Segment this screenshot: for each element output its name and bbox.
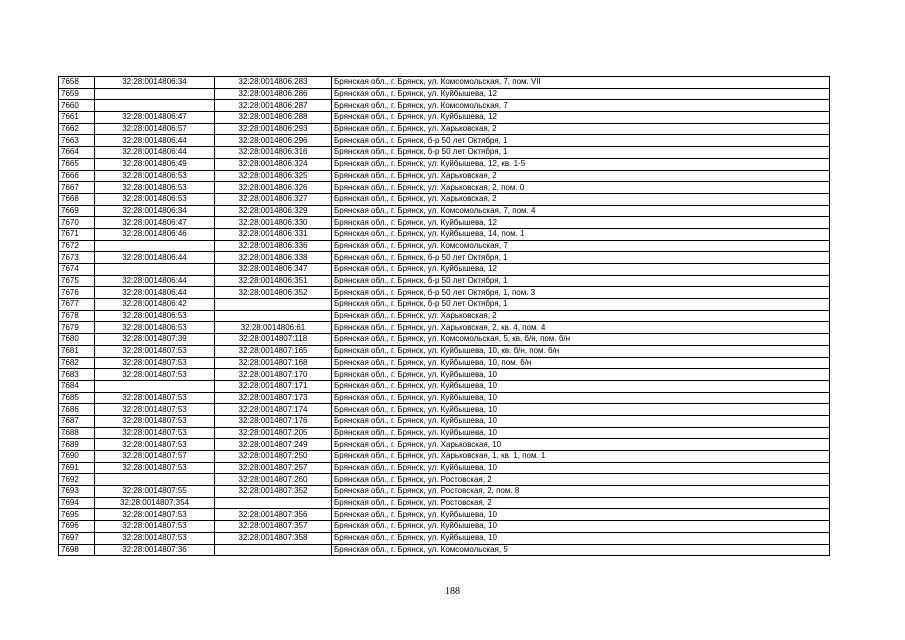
address-cell: Брянская обл., г. Брянск, ул. Куйбышева, 12 <box>332 88 830 100</box>
object-number-cell: 32:28:0014807:170 <box>215 369 332 381</box>
cadastral-number-cell: 32:28:0014806:42 <box>95 299 215 311</box>
object-number-cell: 32:28:0014807:257 <box>215 462 332 474</box>
object-number-cell <box>215 299 332 311</box>
cadastral-number-cell <box>95 264 215 276</box>
address-cell: Брянская обл., г. Брянск, ул. Куйбышева, 12 <box>332 217 830 229</box>
cadastral-number-cell: 32:28:0014807:53 <box>95 404 215 416</box>
address-cell: Брянская обл., г. Брянск, ул. Комсомольская, 7, пом. 4 <box>332 205 830 217</box>
cadastral-number-cell: 32:28:0014807:53 <box>95 462 215 474</box>
object-number-cell <box>215 544 332 556</box>
address-cell: Брянская обл., г. Брянск, ул. Харьковская, 2, кв. 4, пом. 4 <box>332 322 830 334</box>
cadastral-number-cell: 32:28:0014807:57 <box>95 451 215 463</box>
object-number-cell: 32:28:0014807:171 <box>215 380 332 392</box>
row-number-cell: 7663 <box>59 135 95 147</box>
object-number-cell: 32:28:0014806:325 <box>215 170 332 182</box>
object-number-cell: 32:28:0014807:260 <box>215 474 332 486</box>
cadastral-number-cell: 32:28:0014806:53 <box>95 322 215 334</box>
address-cell: Брянская обл., г. Брянск, ул. Куйбышева, 10 <box>332 380 830 392</box>
row-number-cell: 7697 <box>59 532 95 544</box>
cadastral-number-cell: 32:28:0014806:44 <box>95 135 215 147</box>
cadastral-number-cell: 32:28:0014806:53 <box>95 310 215 322</box>
object-number-cell: 32:28:0014807:205 <box>215 427 332 439</box>
row-number-cell: 7659 <box>59 88 95 100</box>
cadastral-number-cell: 32:28:0014807:36 <box>95 544 215 556</box>
table-row <box>59 532 830 544</box>
object-number-cell: 32:28:0014806:352 <box>215 287 332 299</box>
row-number-cell: 7676 <box>59 287 95 299</box>
address-cell: Брянская обл., г. Брянск, ул. Ростовская, 2 <box>332 497 830 509</box>
table-row <box>59 544 830 556</box>
object-number-cell: 32:28:0014807:356 <box>215 509 332 521</box>
row-number-cell: 7679 <box>59 322 95 334</box>
object-number-cell: 32:28:0014806:336 <box>215 240 332 252</box>
cadastral-number-cell: 32:28:0014807:53 <box>95 392 215 404</box>
address-cell: Брянская обл., г. Брянск, ул. Комсомольская, 7 <box>332 100 830 112</box>
cadastral-number-cell: 32:28:0014806:44 <box>95 252 215 264</box>
table-row <box>59 147 830 159</box>
cadastral-number-cell: 32:28:0014807:53 <box>95 369 215 381</box>
row-number-cell: 7680 <box>59 334 95 346</box>
object-number-cell: 32:28:0014806:330 <box>215 217 332 229</box>
address-cell: Брянская обл., г. Брянск, ул. Куйбышева, 12 <box>332 264 830 276</box>
table-row <box>59 334 830 346</box>
cadastral-number-cell: 32:28:0014807:53 <box>95 345 215 357</box>
object-number-cell: 32:28:0014807:168 <box>215 357 332 369</box>
table-row <box>59 240 830 252</box>
object-number-cell: 32:28:0014806:338 <box>215 252 332 264</box>
cadastral-table <box>58 76 830 556</box>
cadastral-number-cell: 32:28:0014807:53 <box>95 532 215 544</box>
row-number-cell: 7670 <box>59 217 95 229</box>
row-number-cell: 7658 <box>59 77 95 89</box>
table-row <box>59 509 830 521</box>
object-number-cell: 32:28:0014807:352 <box>215 486 332 498</box>
address-cell: Брянская обл., г. Брянск, ул. Ростовская, 2 <box>332 474 830 486</box>
table-row <box>59 123 830 135</box>
address-cell: Брянская обл., г. Брянск, ул. Куйбышева, 10 <box>332 369 830 381</box>
address-cell: Брянская обл., г. Брянск, ул. Куйбышева, 10 <box>332 509 830 521</box>
cadastral-number-cell: 32:28:0014806:46 <box>95 228 215 240</box>
cadastral-number-cell <box>95 100 215 112</box>
address-cell: Брянская обл., г. Брянск, ул. Куйбышева, 10 <box>332 427 830 439</box>
address-cell: Брянская обл., г. Брянск, б-р 50 лет Октября, 1 <box>332 135 830 147</box>
object-number-cell: 32:28:0014807:176 <box>215 415 332 427</box>
page-number: 188 <box>445 586 460 597</box>
table-row <box>59 474 830 486</box>
object-number-cell: 32:28:0014806:61 <box>215 322 332 334</box>
table-row <box>59 322 830 334</box>
object-number-cell: 32:28:0014806:329 <box>215 205 332 217</box>
cadastral-number-cell: 32:28:0014806:49 <box>95 158 215 170</box>
cadastral-number-cell <box>95 380 215 392</box>
table-row <box>59 404 830 416</box>
table-row <box>59 112 830 124</box>
row-number-cell: 7666 <box>59 170 95 182</box>
row-number-cell: 7677 <box>59 299 95 311</box>
object-number-cell: 32:28:0014806:286 <box>215 88 332 100</box>
cadastral-number-cell: 32:28:0014807:53 <box>95 427 215 439</box>
cadastral-number-cell: 32:28:0014807:53 <box>95 509 215 521</box>
cadastral-number-cell: 32:28:0014806:44 <box>95 275 215 287</box>
address-cell: Брянская обл., г. Брянск, б-р 50 лет Октября, 1, пом. 3 <box>332 287 830 299</box>
row-number-cell: 7675 <box>59 275 95 287</box>
table-row <box>59 205 830 217</box>
object-number-cell: 32:28:0014807:174 <box>215 404 332 416</box>
cadastral-number-cell: 32:28:0014806:57 <box>95 123 215 135</box>
table-row <box>59 88 830 100</box>
table-row <box>59 427 830 439</box>
object-number-cell: 32:28:0014806:326 <box>215 182 332 194</box>
table-row <box>59 380 830 392</box>
row-number-cell: 7682 <box>59 357 95 369</box>
row-number-cell: 7662 <box>59 123 95 135</box>
row-number-cell: 7685 <box>59 392 95 404</box>
object-number-cell: 32:28:0014806:331 <box>215 228 332 240</box>
table-row <box>59 170 830 182</box>
address-cell: Брянская обл., г. Брянск, ул. Куйбышева, 10 <box>332 521 830 533</box>
cadastral-number-cell: 32:28:0014807:354 <box>95 497 215 509</box>
table-row <box>59 135 830 147</box>
object-number-cell: 32:28:0014807:357 <box>215 521 332 533</box>
object-number-cell: 32:28:0014806:347 <box>215 264 332 276</box>
address-cell: Брянская обл., г. Брянск, ул. Харьковская, 1, кв. 1, пом. 1 <box>332 451 830 463</box>
row-number-cell: 7672 <box>59 240 95 252</box>
table-row <box>59 357 830 369</box>
row-number-cell: 7692 <box>59 474 95 486</box>
table-row <box>59 392 830 404</box>
cadastral-number-cell: 32:28:0014806:44 <box>95 147 215 159</box>
object-number-cell: 32:28:0014806:288 <box>215 112 332 124</box>
address-cell: Брянская обл., г. Брянск, б-р 50 лет Октября, 1 <box>332 299 830 311</box>
table-row <box>59 77 830 89</box>
row-number-cell: 7688 <box>59 427 95 439</box>
row-number-cell: 7665 <box>59 158 95 170</box>
address-cell: Брянская обл., г. Брянск, ул. Куйбышева, 10, кв. б/н, пом. б/н <box>332 345 830 357</box>
object-number-cell: 32:28:0014807:118 <box>215 334 332 346</box>
object-number-cell: 32:28:0014807:165 <box>215 345 332 357</box>
cadastral-number-cell: 32:28:0014807:53 <box>95 415 215 427</box>
object-number-cell: 32:28:0014807:358 <box>215 532 332 544</box>
cadastral-number-cell <box>95 474 215 486</box>
row-number-cell: 7671 <box>59 228 95 240</box>
address-cell: Брянская обл., г. Брянск, ул. Комсомольская, 7 <box>332 240 830 252</box>
cadastral-number-cell: 32:28:0014806:34 <box>95 77 215 89</box>
row-number-cell: 7669 <box>59 205 95 217</box>
table-row <box>59 299 830 311</box>
cadastral-number-cell: 32:28:0014807:39 <box>95 334 215 346</box>
table-row <box>59 287 830 299</box>
address-cell: Брянская обл., г. Брянск, ул. Куйбышева, 12, кв. 1-5 <box>332 158 830 170</box>
row-number-cell: 7681 <box>59 345 95 357</box>
table-row <box>59 451 830 463</box>
object-number-cell: 32:28:0014806:351 <box>215 275 332 287</box>
object-number-cell: 32:28:0014806:287 <box>215 100 332 112</box>
cadastral-number-cell: 32:28:0014806:44 <box>95 287 215 299</box>
table-row <box>59 264 830 276</box>
table-row <box>59 275 830 287</box>
address-cell: Брянская обл., г. Брянск, ул. Куйбышева, 10 <box>332 532 830 544</box>
cadastral-number-cell: 32:28:0014806:53 <box>95 182 215 194</box>
address-cell: Брянская обл., г. Брянск, ул. Харьковская, 2 <box>332 193 830 205</box>
address-cell: Брянская обл., г. Брянск, ул. Куйбышева, 10 <box>332 462 830 474</box>
table-row <box>59 228 830 240</box>
row-number-cell: 7686 <box>59 404 95 416</box>
table-row <box>59 486 830 498</box>
address-cell: Брянская обл., г. Брянск, ул. Комсомольская, 5 <box>332 544 830 556</box>
table-row <box>59 439 830 451</box>
table-row <box>59 462 830 474</box>
object-number-cell: 32:28:0014806:296 <box>215 135 332 147</box>
cadastral-number-cell: 32:28:0014807:55 <box>95 486 215 498</box>
row-number-cell: 7695 <box>59 509 95 521</box>
row-number-cell: 7673 <box>59 252 95 264</box>
address-cell: Брянская обл., г. Брянск, ул. Комсомольская, 5, кв. б/н, пом. б/н <box>332 334 830 346</box>
cadastral-number-cell: 32:28:0014807:53 <box>95 357 215 369</box>
object-number-cell <box>215 497 332 509</box>
cadastral-number-cell: 32:28:0014806:47 <box>95 217 215 229</box>
table-row <box>59 182 830 194</box>
address-cell: Брянская обл., г. Брянск, ул. Куйбышева, 10 <box>332 392 830 404</box>
table-row <box>59 217 830 229</box>
table-row <box>59 158 830 170</box>
address-cell: Брянская обл., г. Брянск, ул. Куйбышева, 10 <box>332 404 830 416</box>
row-number-cell: 7661 <box>59 112 95 124</box>
row-number-cell: 7689 <box>59 439 95 451</box>
row-number-cell: 7698 <box>59 544 95 556</box>
cadastral-number-cell <box>95 240 215 252</box>
cadastral-number-cell: 32:28:0014806:34 <box>95 205 215 217</box>
row-number-cell: 7683 <box>59 369 95 381</box>
table-body <box>59 77 830 556</box>
address-cell: Брянская обл., г. Брянск, б-р 50 лет Октября, 1 <box>332 252 830 264</box>
object-number-cell: 32:28:0014806:283 <box>215 77 332 89</box>
row-number-cell: 7696 <box>59 521 95 533</box>
object-number-cell: 32:28:0014806:293 <box>215 123 332 135</box>
address-cell: Брянская обл., г. Брянск, ул. Куйбышева, 10, пом. б/н <box>332 357 830 369</box>
row-number-cell: 7668 <box>59 193 95 205</box>
address-cell: Брянская обл., г. Брянск, ул. Ростовская, 2, пом. 8 <box>332 486 830 498</box>
table-row <box>59 193 830 205</box>
row-number-cell: 7660 <box>59 100 95 112</box>
cadastral-number-cell: 32:28:0014806:47 <box>95 112 215 124</box>
address-cell: Брянская обл., г. Брянск, ул. Харьковская, 10 <box>332 439 830 451</box>
row-number-cell: 7694 <box>59 497 95 509</box>
object-number-cell: 32:28:0014807:249 <box>215 439 332 451</box>
row-number-cell: 7687 <box>59 415 95 427</box>
address-cell: Брянская обл., г. Брянск, ул. Куйбышева, 10 <box>332 415 830 427</box>
address-cell: Брянская обл., г. Брянск, ул. Харьковская, 2, пом. 0 <box>332 182 830 194</box>
table-row <box>59 100 830 112</box>
address-cell: Брянская обл., г. Брянск, ул. Харьковская, 2 <box>332 123 830 135</box>
table-row <box>59 497 830 509</box>
object-number-cell: 32:28:0014807:173 <box>215 392 332 404</box>
row-number-cell: 7678 <box>59 310 95 322</box>
cadastral-number-cell <box>95 88 215 100</box>
row-number-cell: 7684 <box>59 380 95 392</box>
address-cell: Брянская обл., г. Брянск, б-р 50 лет Октября, 1 <box>332 275 830 287</box>
table-row <box>59 252 830 264</box>
object-number-cell: 32:28:0014806:327 <box>215 193 332 205</box>
address-cell: Брянская обл., г. Брянск, ул. Комсомольская, 7, пом. VII <box>332 77 830 89</box>
object-number-cell: 32:28:0014806:316 <box>215 147 332 159</box>
object-number-cell: 32:28:0014806:324 <box>215 158 332 170</box>
table-row <box>59 310 830 322</box>
table-row <box>59 415 830 427</box>
row-number-cell: 7664 <box>59 147 95 159</box>
cadastral-number-cell: 32:28:0014806:53 <box>95 193 215 205</box>
address-cell: Брянская обл., г. Брянск, ул. Куйбышева, 14, пом. 1 <box>332 228 830 240</box>
row-number-cell: 7690 <box>59 451 95 463</box>
row-number-cell: 7667 <box>59 182 95 194</box>
object-number-cell: 32:28:0014807:250 <box>215 451 332 463</box>
table-row <box>59 369 830 381</box>
row-number-cell: 7674 <box>59 264 95 276</box>
object-number-cell <box>215 310 332 322</box>
row-number-cell: 7693 <box>59 486 95 498</box>
table-row <box>59 345 830 357</box>
address-cell: Брянская обл., г. Брянск, ул. Харьковская, 2 <box>332 170 830 182</box>
row-number-cell: 7691 <box>59 462 95 474</box>
address-cell: Брянская обл., г. Брянск, ул. Харьковская, 2 <box>332 310 830 322</box>
address-cell: Брянская обл., г. Брянск, ул. Куйбышева, 12 <box>332 112 830 124</box>
cadastral-number-cell: 32:28:0014807:53 <box>95 439 215 451</box>
table-row <box>59 521 830 533</box>
cadastral-number-cell: 32:28:0014806:53 <box>95 170 215 182</box>
cadastral-number-cell: 32:28:0014807:53 <box>95 521 215 533</box>
address-cell: Брянская обл., г. Брянск, б-р 50 лет Октября, 1 <box>332 147 830 159</box>
